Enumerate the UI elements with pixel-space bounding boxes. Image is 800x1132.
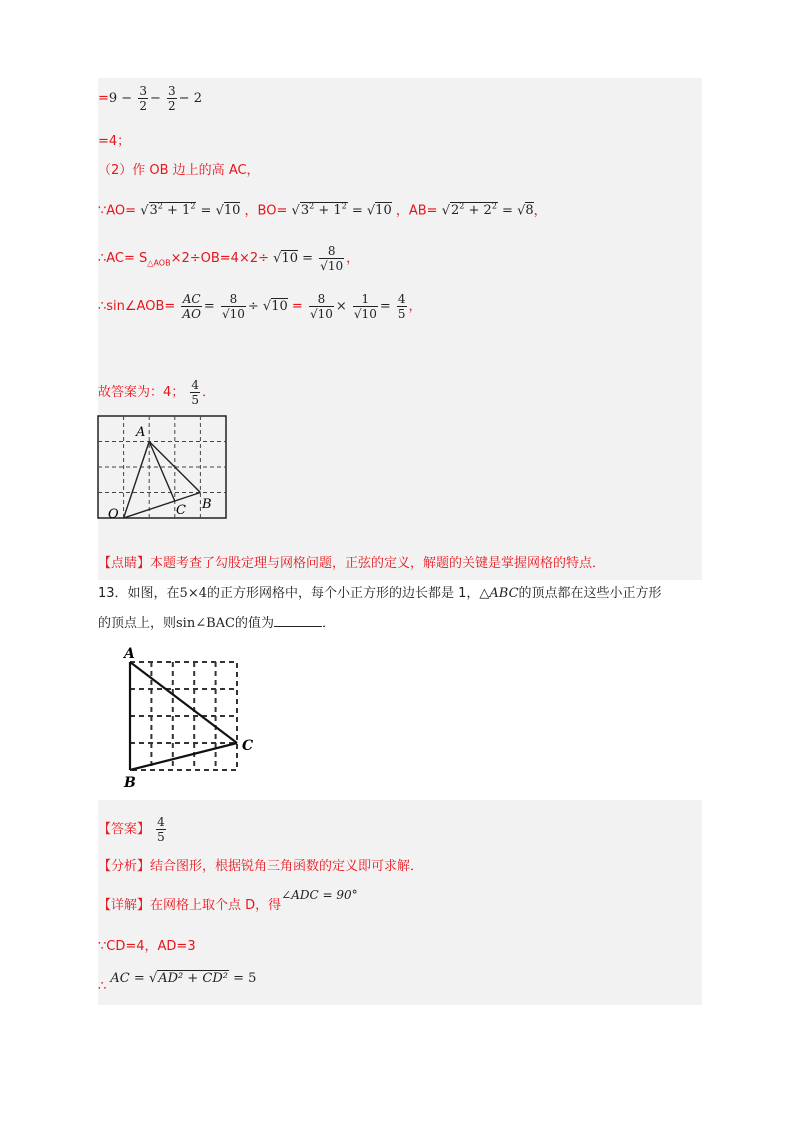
comment-line-12: 【点睛】本题考查了勾股定理与网格问题，正弦的定义，解题的关键是掌握网格的特点．	[98, 556, 606, 571]
problem-13-line2: 的顶点上，则sin∠BAC的值为 ．	[98, 616, 336, 631]
expression-line: =9 − $\frac{3}{2}$ − $\frac{3}{2}$ − 2	[98, 84, 202, 113]
label-b-12: B	[202, 497, 212, 512]
label-a-12: A	[136, 425, 146, 440]
label-o-12: O	[108, 507, 119, 522]
given-line-13: ∵CD=4，AD=3	[98, 939, 196, 954]
figure-12-grid	[96, 414, 232, 522]
answer-line-12: 故答案为：4； $\frac{4}{5}$ ．	[98, 378, 216, 407]
lengths-line: ∵AO= $√3^2 + 1^2 = √10$ ，$BO= √3^2 + 1^2 = √10$ ，$AB= √2^2 + 2^2 = √8$，	[98, 202, 547, 219]
figure-13-grid	[100, 644, 270, 790]
ac-line: ∴AC= $S_{\triangle AOB}\times 2\div OB=4\times 2\div √10$ = $\frac{8}{√10}$ ，	[98, 244, 360, 273]
label-c-13: C	[242, 738, 254, 754]
sin-line: ∴sin∠AOB= $\frac{AC}{AO}$ = $\frac{8}{√10}$ ÷ √10 = $\frac{8}{√10}$ × $\frac{1}{√10}$ = $\frac{4}{5}$ ，	[98, 292, 422, 321]
label-a-13: A	[124, 646, 135, 662]
problem-13-line1: 13．如图，在5×4的正方形网格中，每个小正方形的边长都是 1，△ABC的顶点都在这些小正方形	[98, 586, 662, 601]
answer-line-13: 【答案】 $\frac{4}{5}$	[98, 815, 165, 844]
analysis-line-13: 【分析】结合图形，根据锐角三角函数的定义即可求解．	[98, 859, 424, 874]
result-line: =4；	[98, 134, 131, 149]
label-c-12: C	[176, 503, 186, 518]
ac-formula-line-13: ∴ AC = √AD² + CD² = 5	[98, 971, 257, 994]
answer-blank	[274, 614, 322, 627]
detail-line-13: 【详解】在网格上取个点 D，得∠ADC = 90°	[98, 888, 358, 913]
label-b-13: B	[124, 775, 136, 790]
step-2-line: （2）作 OB 边上的高 AC，	[98, 163, 260, 178]
